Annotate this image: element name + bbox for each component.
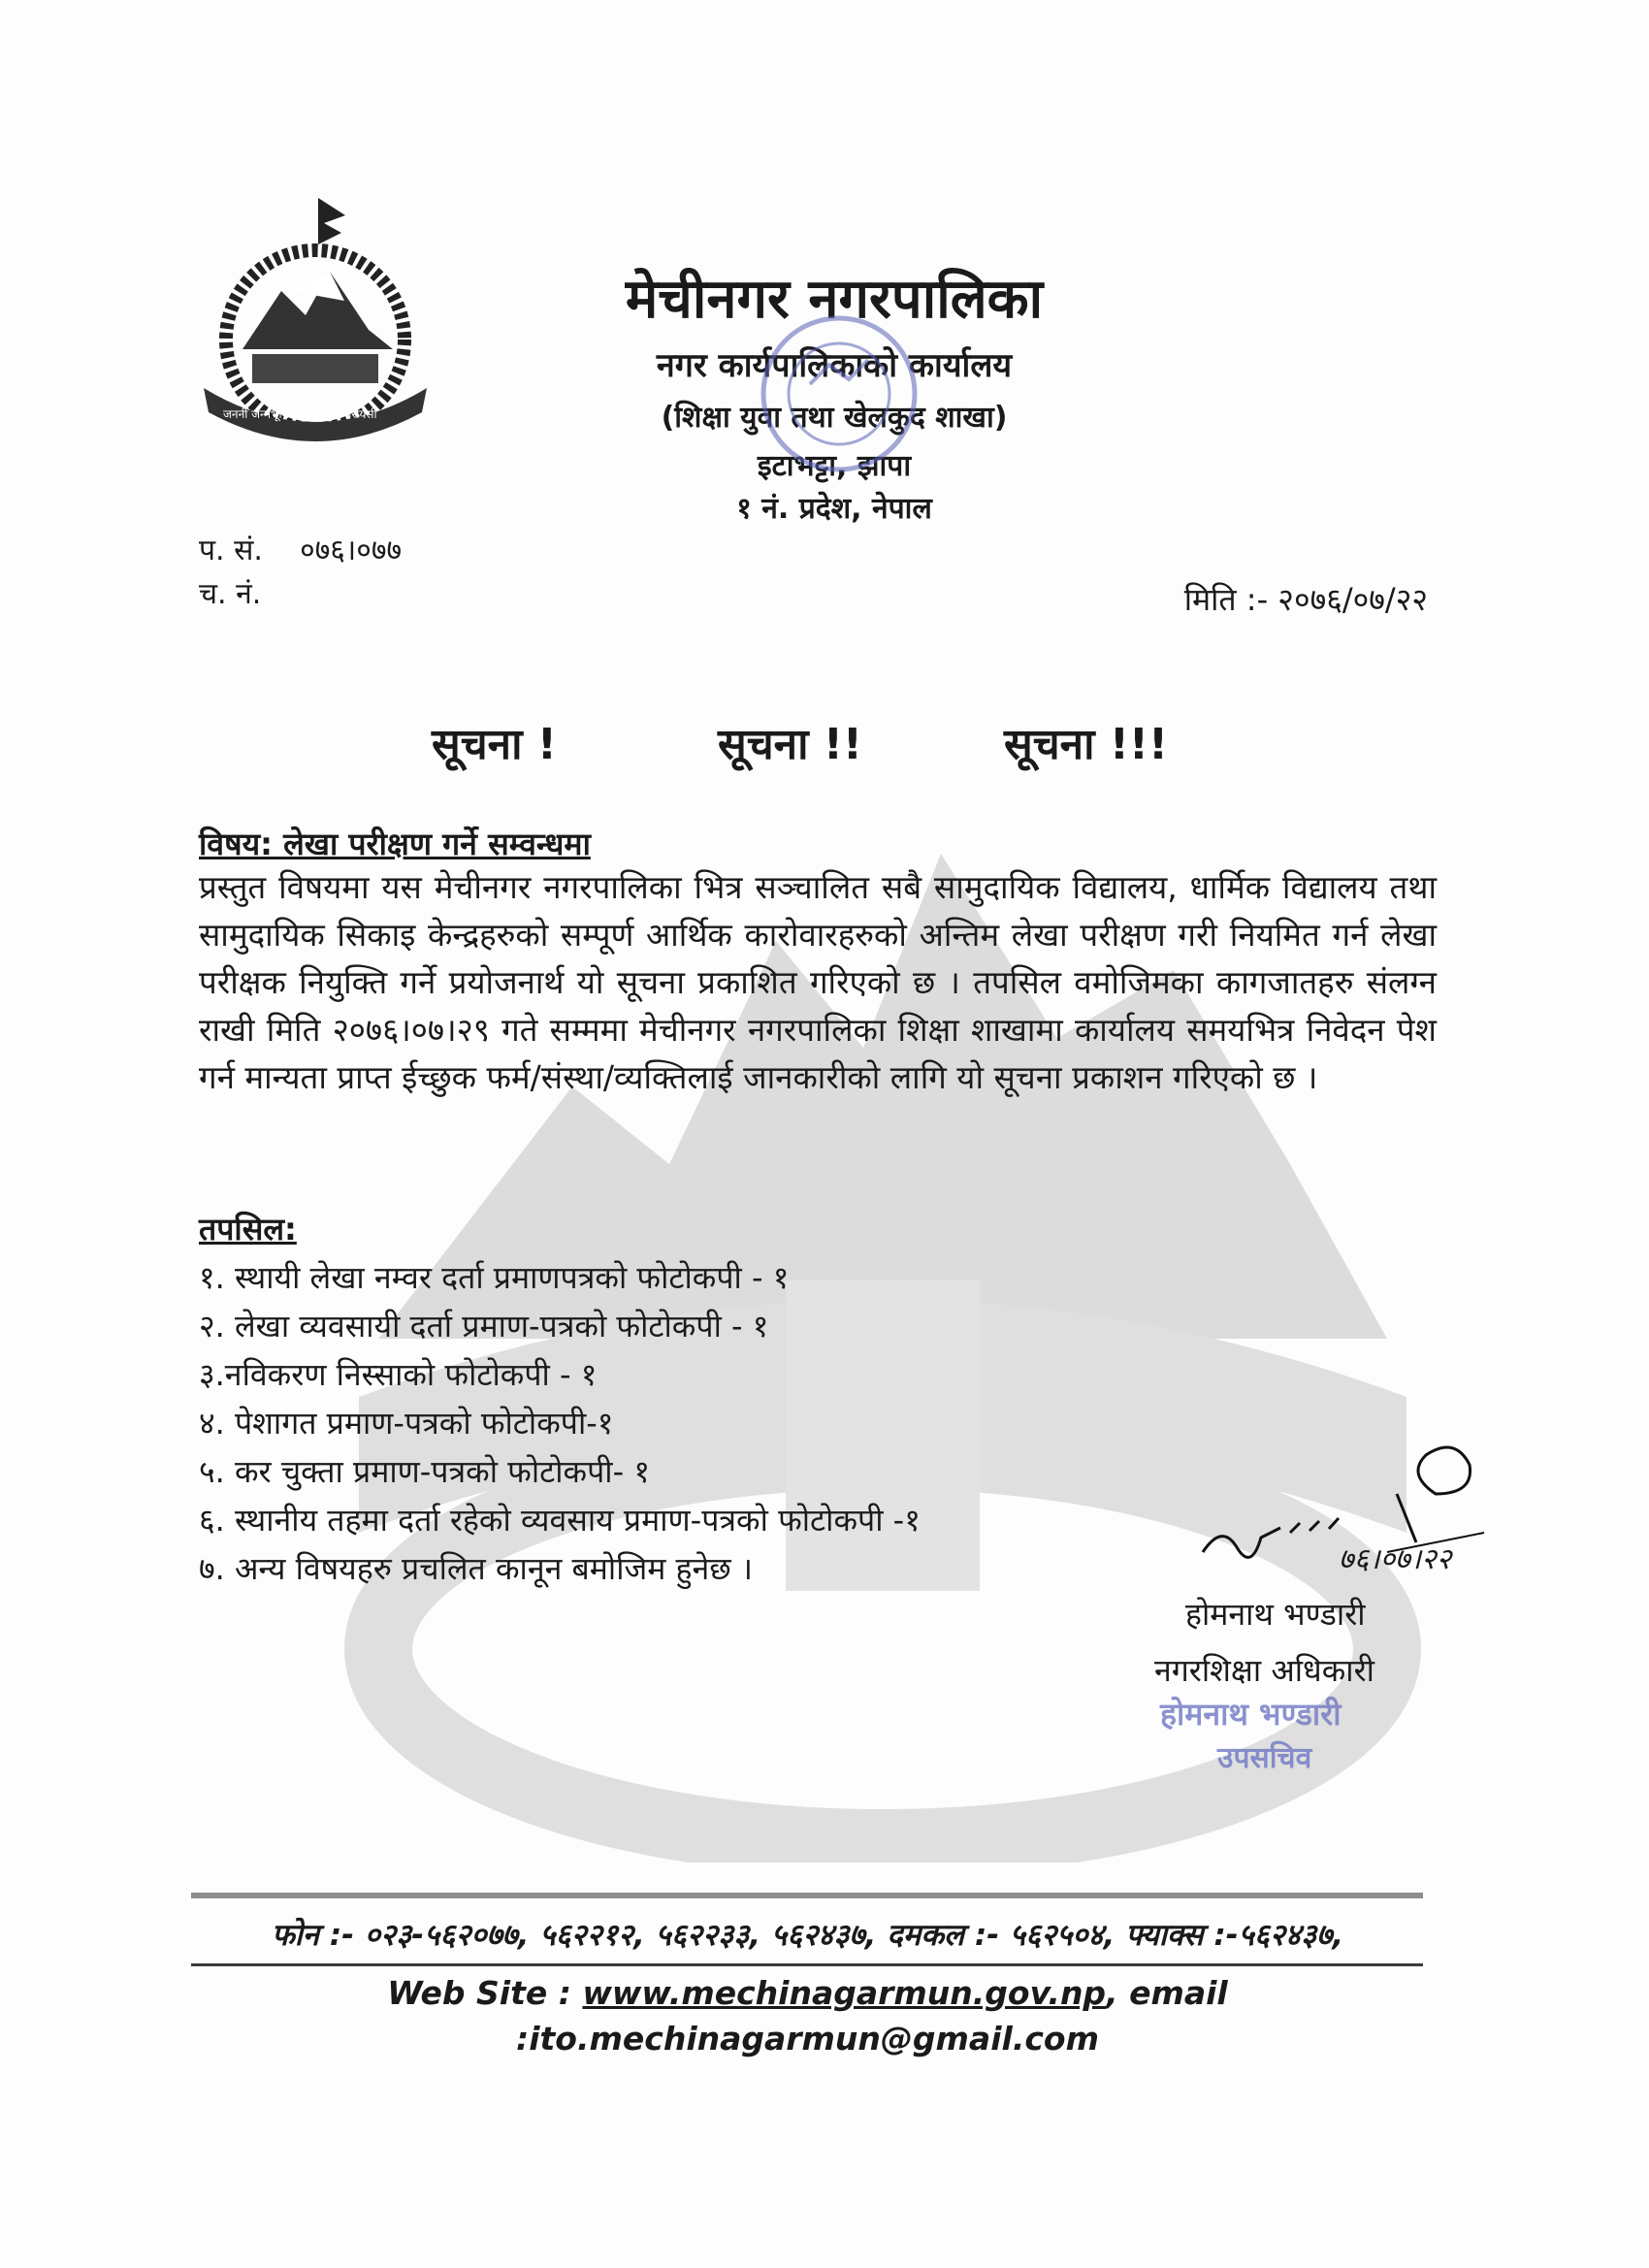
branch-name: (शिक्षा युवा तथा खेलकुद शाखा): [661, 401, 1008, 435]
office-stamp: [742, 307, 936, 481]
subject-line: विषय: लेखा परीक्षण गर्ने सम्वन्धमा: [199, 826, 591, 862]
notice-heading-2: सूचना !!: [718, 720, 862, 769]
office-location: इटाभट्टा, झापा: [757, 449, 912, 483]
signature-date: ७६।०७।२२: [1339, 1542, 1452, 1576]
website-link[interactable]: www.mechinagarmun.gov.np: [582, 1974, 1107, 2012]
emblem-motto: जननी जन्मभूमिश्च स्वर्गादपि गरीयसी: [223, 407, 377, 421]
signatory-name: होमनाथ भण्डारी: [1185, 1596, 1366, 1633]
ref-ps-value: ०७६।०७७: [300, 534, 403, 567]
footer-rule-top: [191, 1893, 1423, 1898]
footer-rule-bottom: [191, 1963, 1423, 1966]
list-item: ७. अन्य विषयहरु प्रचलित कानून बमोजिम हुनेछ ।: [199, 1550, 754, 1587]
list-item: ६. स्थानीय तहमा दर्ता रहेको व्यवसाय प्रमाण-पत्रको फोटोकपी -१: [199, 1502, 921, 1539]
seal-title: उपसचिव: [1217, 1741, 1312, 1775]
list-item: ४. पेशागत प्रमाण-पत्रको फोटोकपी-१: [199, 1405, 614, 1442]
signatory-title: नगरशिक्षा अधिकारी: [1154, 1652, 1374, 1689]
email-address[interactable]: :ito.mechinagarmun@gmail.com: [516, 2020, 1099, 2057]
date: मिति :- २०७६/०७/२२: [1183, 581, 1428, 618]
province: १ नं. प्रदेश, नेपाल: [736, 492, 932, 526]
list-item: ३.नविकरण निस्साको फोटोकपी - १: [199, 1356, 598, 1393]
list-item: २. लेखा व्यवसायी दर्ता प्रमाण-पत्रको फोटोकपी - १: [199, 1308, 769, 1345]
list-item: ५. कर चुक्ता प्रमाण-पत्रको फोटोकपी- १: [199, 1453, 650, 1490]
website-suffix: , email: [1106, 1974, 1228, 2012]
list-item: १. स्थायी लेखा नम्वर दर्ता प्रमाणपत्रको फोटोकपी - १: [199, 1259, 790, 1296]
seal-name: होमनाथ भण्डारी: [1160, 1696, 1342, 1733]
dispatch-number: च. नं.: [199, 577, 262, 611]
notice-heading-1: सूचना !: [432, 720, 557, 769]
office-name: नगर कार्यपालिकाको कार्यालय: [656, 346, 1013, 385]
schedule-heading: तपसिल:: [199, 1211, 297, 1247]
notice-body: प्रस्तुत विषयमा यस मेचीनगर नगरपालिका भित्र सञ्चालित सबै सामुदायिक विद्यालय, धार्मिक विद्यालय तथा सामुदायिक सिकाइ केन्द्रहरुको सम्पूर्ण आर्थिक कारोवारहरुको अन्तिम लेखा परीक्षण गरी नियमित गर्न लेखा परीक्षक नियुक्ति गर्ने प्रयोजनार्थ यो सूचना प्रकाशित गरिएको छ । तपसिल वमोजिमका कागजातहरु संलग्न राखी मिति २०७६।०७।२९ गते सम्ममा मेचीनगर नगरपालिका शिक्षा शाखामा कार्यालय समयभित्र निवेदन पेश गर्न मान्यता प्राप्त ईच्छुक फर्म/संस्था/व्यक्तिलाई जानकारीको लागि यो सूचना प्रकाशन गरिएको छ ।: [199, 868, 1437, 1096]
reference-number: [199, 529, 402, 568]
document-list: [199, 1253, 921, 1593]
website-line: [194, 1974, 1421, 2012]
municipality-title: मेचीनगर नगरपालिका: [625, 268, 1044, 331]
contact-line: फोन :- ०२३-५६२०७७, ५६२२१२, ५६२२३३, ५६२४३७, दमकल :- ५६२५०४, फ्याक्स :-५६२४३७,: [271, 1918, 1344, 1953]
notice-heading-3: सूचना !!!: [1004, 720, 1169, 769]
website-label: Web Site :: [387, 1974, 583, 2012]
ref-ps-label: प. सं.: [199, 534, 263, 567]
